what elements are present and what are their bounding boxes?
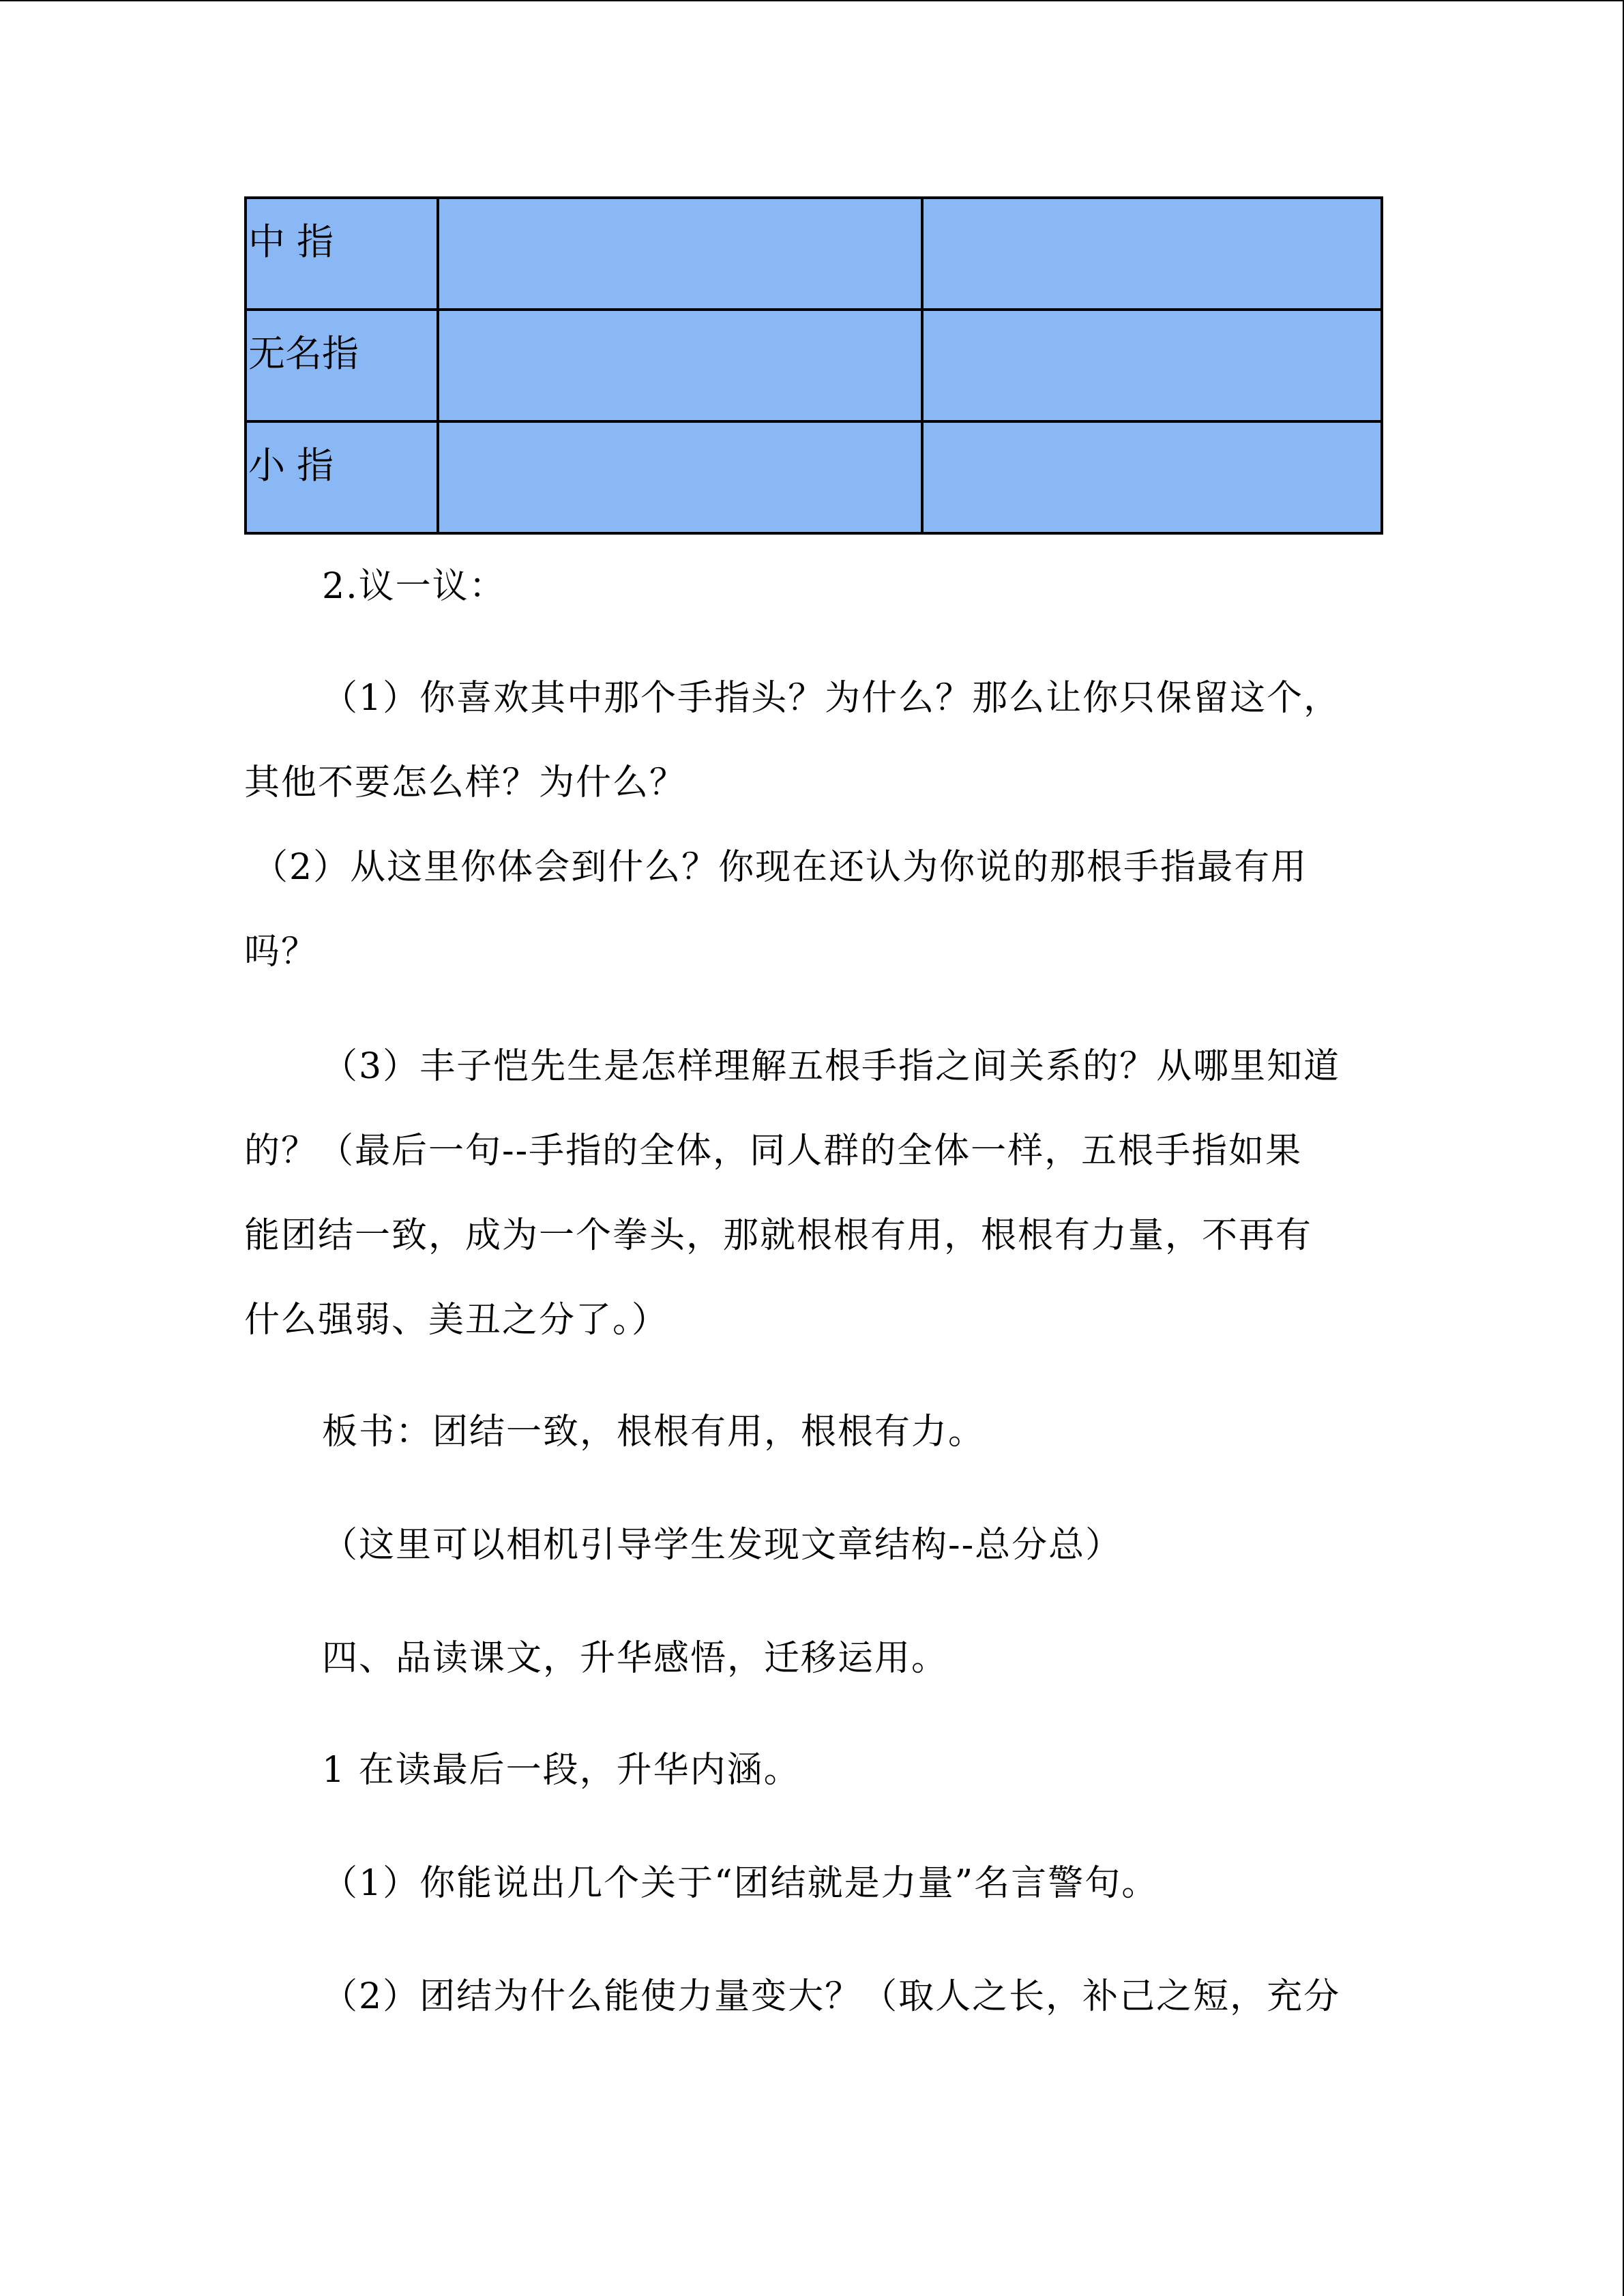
table-row [246,421,1382,533]
paragraph-line: 的？（最后一句--手指的全体，同人群的全体一样，五根手指如果 [244,1131,1303,1172]
paragraph-line: （这里可以相机引导学生发现文章结构--总分总） [322,1525,1123,1566]
section-heading-four: 四、品读课文，升华感悟，迁移运用。 [322,1638,949,1679]
paragraph-line: （2）团结为什么能使力量变大？（取人之长，补己之短，充分 [322,1976,1341,2017]
paragraph-line: 吗？ [244,931,319,972]
blackboard-note: 板书：团结一致，根根有用，根根有力。 [322,1412,986,1452]
paragraph-line: 其他不要怎么样？为什么？ [244,762,687,803]
table-cell [922,198,1382,310]
table-cell-label [246,198,438,310]
table-cell-label [246,421,438,533]
paragraph-line: 能团结一致，成为一个拳头，那就根根有用，根根有力量，不再有 [244,1215,1313,1256]
table-cell [922,310,1382,421]
row-label-little-finger: 小 指 [248,444,334,487]
finger-table [244,196,1383,535]
paragraph-line: （3）丰子恺先生是怎样理解五根手指之间关系的？从哪里知道 [322,1046,1341,1087]
row-label-ring-finger: 无名指 [248,332,359,375]
table-cell [438,310,922,421]
section-heading-discuss: 2.议一议： [322,566,506,607]
table-cell [438,198,922,310]
paragraph-line: （2）从这里你体会到什么？你现在还认为你说的那根手指最有用 [252,847,1308,888]
paragraph-line: 1 在读最后一段，升华内涵。 [322,1750,801,1791]
row-label-middle-finger: 中 指 [248,220,334,263]
paragraph-line: （1）你喜欢其中那个手指头？为什么？那么让你只保留这个， [322,678,1341,719]
page-border-top [0,0,1624,1]
table-row [246,198,1382,310]
paragraph-line: 什么强弱、美丑之分了。） [244,1300,669,1341]
table-cell [438,421,922,533]
table-cell-label [246,310,438,421]
paragraph-line: （1）你能说出几个关于“团结就是力量”名言警句。 [322,1863,1159,1904]
table-cell [922,421,1382,533]
table-row [246,310,1382,421]
